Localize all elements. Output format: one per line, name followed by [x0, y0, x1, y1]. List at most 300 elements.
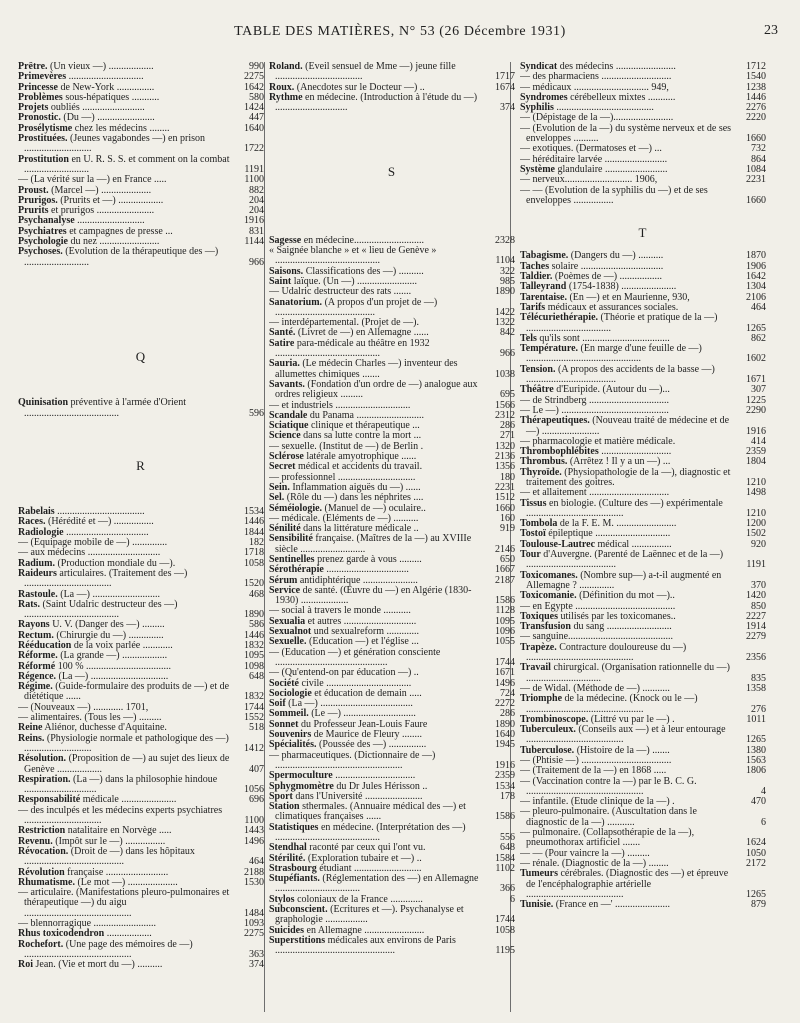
entry-text: (Impôt sur le —) ................	[52, 835, 166, 847]
entry-page-number: 1058	[244, 557, 264, 569]
entry-text: U. V. (Danger des —) .........	[49, 619, 165, 631]
entry-page-number: 286	[500, 708, 515, 720]
entry-page-number: 1502	[746, 528, 766, 540]
entry-page-number: 1100	[244, 174, 264, 186]
entry-page-number: 966	[500, 348, 515, 360]
entry-text: qu'ils sont ...................................	[536, 332, 670, 344]
entry-page-number: 990	[249, 62, 264, 72]
entry-keyword: Sexualnot	[269, 626, 312, 638]
entry-keyword: Tunisie.	[520, 899, 554, 911]
entry-keyword: Transfusion	[520, 621, 571, 633]
entry-page-number: 1914	[746, 621, 766, 633]
entry-page-number: 2359	[495, 770, 515, 782]
entry-page-number: 1380	[746, 744, 766, 756]
entry-text: ...........................	[74, 215, 145, 227]
entry-page-number: 1722	[244, 143, 264, 155]
entry-keyword: Strasbourg	[269, 862, 317, 874]
entry-text: d'Auvergne. (Parenté de Laënnec et de la —) ....................................	[526, 549, 724, 571]
entry-keyword: Tuberculose.	[520, 744, 575, 756]
entry-text: — nerveux........................... 1906,	[520, 174, 658, 186]
entry-text: (Exploration tubaire et —) ..	[305, 852, 422, 864]
section-gap	[18, 268, 264, 352]
entry-page-number: 2172	[746, 857, 766, 869]
entry-page-number: 178	[500, 790, 515, 802]
entry-text: .................................	[323, 564, 409, 576]
entry-keyword: Sauria.	[269, 358, 300, 370]
entry-keyword: Projets	[18, 102, 49, 114]
index-entry	[269, 751, 515, 772]
entry-keyword: Régime.	[18, 681, 53, 693]
index-entry	[18, 775, 264, 796]
entry-page-number: 1100	[244, 815, 264, 827]
entry-page-number: 1534	[244, 506, 264, 518]
entry-keyword: Système	[520, 163, 555, 175]
entry-page-number: 2359	[746, 446, 766, 458]
entry-keyword: Spermoculture	[269, 770, 333, 782]
index-entry	[520, 344, 766, 365]
entry-keyword: Sexualia	[269, 615, 306, 627]
index-entry	[269, 905, 515, 926]
entry-text: médicales aux environs de Paris ................................................	[275, 934, 456, 957]
entry-keyword: Scandale	[269, 409, 308, 421]
index-entry	[18, 806, 264, 827]
entry-text: de la F. E. M. ........................	[557, 518, 677, 530]
entry-keyword: Stérilité.	[269, 852, 306, 864]
entry-page-number: 1320	[495, 440, 515, 452]
entry-keyword: Tumeurs	[520, 868, 558, 880]
entry-keyword: Restriction	[18, 825, 66, 837]
entry-page-number: 307	[751, 384, 766, 396]
entry-page-number: 447	[249, 112, 264, 124]
entry-page-number: 1422	[495, 306, 515, 318]
entry-page-number: 2106	[746, 291, 766, 303]
entry-page-number: 920	[751, 538, 766, 550]
entry-text: (Production mondiale du —).	[54, 557, 176, 569]
entry-text: française .........................	[64, 866, 169, 878]
entry-keyword: Saisons.	[269, 265, 304, 277]
entry-page-number: 1225	[746, 394, 766, 406]
entry-keyword: Prostitution	[18, 153, 69, 165]
entry-text: Inflammation aiguës du —) ......	[289, 481, 421, 493]
entry-text: raconté par ceux qui l'ont vu.	[306, 842, 426, 854]
entry-text: (En —) et en Maurienne, 930,	[566, 291, 690, 303]
entry-page-number: 1356	[495, 461, 515, 473]
entry-page-number: 696	[249, 794, 264, 806]
entry-text: .......................................	[553, 102, 654, 114]
entry-keyword: Spécialités.	[269, 739, 317, 751]
entry-keyword: Statistiques	[269, 821, 319, 833]
entry-page-number: 1640	[495, 729, 515, 741]
entry-keyword: Syndromes	[520, 91, 568, 103]
entry-text: (Saint Udalric destructeur des —) ......................................	[24, 598, 178, 621]
entry-keyword: Rats.	[18, 598, 40, 610]
entry-page-number: 1667	[495, 564, 515, 576]
entry-page-number: 1093	[244, 918, 264, 929]
entry-keyword: Rabelais	[18, 506, 55, 518]
entry-keyword: Races.	[18, 516, 46, 528]
entry-text: glandulaire .........................	[555, 163, 668, 175]
entry-keyword: Prurits	[18, 205, 49, 217]
entry-text: ............................	[598, 446, 672, 458]
entry-keyword: Psychiatres	[18, 225, 67, 237]
entry-text: — — (Evolution de la syphilis du —) et de ses enveloppes ................	[520, 184, 708, 206]
entry-page-number: 850	[751, 600, 766, 612]
entry-page-number: 1144	[244, 236, 264, 248]
index-entry	[520, 499, 766, 520]
index-entry	[520, 124, 766, 145]
entry-text: (Chirurgie du —) ..............	[53, 629, 164, 641]
entry-keyword: Prêtre.	[18, 62, 48, 72]
entry-page-number: 1322	[495, 317, 515, 329]
entry-page-number: 2290	[746, 404, 766, 416]
entry-text: étudiant ...........................	[316, 862, 422, 874]
entry-keyword: Princesse	[18, 81, 58, 93]
entry-page-number: 1095	[495, 615, 515, 627]
entry-keyword: Stendhal	[269, 842, 307, 854]
index-entry	[520, 869, 766, 900]
entry-text: — (Equipage mobile de —) ..............	[18, 537, 168, 549]
entry-text: — Udalric destructeur des rats .......	[269, 286, 412, 298]
entry-text: (Poussée des —) ...............	[316, 739, 427, 751]
entry-keyword: Psychoses.	[18, 246, 63, 258]
entry-page-number: 2279	[746, 631, 766, 643]
entry-keyword: Sentinelles	[269, 553, 315, 565]
entry-page-number: 596	[249, 407, 264, 419]
entry-keyword: Tissus	[520, 497, 547, 509]
entry-text: — articulaire. (Manifestations pleuro-pulmonaires et thérapeutique —) du aigu ...........................................	[18, 887, 230, 919]
section-letter: S	[387, 164, 397, 180]
entry-text: (A propos d'un projet de —) ........................................	[275, 296, 438, 318]
entry-page-number: 414	[751, 435, 766, 447]
running-title: TABLE DES MATIÈRES, N° 53 (26 Décembre 1931)	[234, 24, 566, 39]
index-entry	[520, 663, 766, 684]
entry-page-number: 1890	[495, 286, 515, 298]
index-entry	[520, 571, 766, 592]
entry-keyword: Taldier.	[520, 271, 553, 283]
index-column-1	[18, 62, 264, 1017]
entry-page-number: 1642	[746, 271, 766, 283]
entry-page-number: 648	[500, 842, 515, 854]
entry-text: sthermales. (Annuaire médical des —) et climatiques françaises ......	[275, 801, 466, 823]
entry-text: — social à travers le monde ...........	[269, 605, 411, 617]
index-entry	[520, 550, 766, 571]
entry-page-number: 2276	[746, 102, 766, 114]
entry-page-number: 1642	[244, 81, 264, 93]
entry-keyword: Savants.	[269, 378, 305, 390]
index-entry	[520, 186, 766, 207]
index-entry	[269, 298, 515, 319]
entry-keyword: Toulouse-Lautrec	[520, 538, 596, 550]
entry-page-number: 1084	[746, 163, 766, 175]
entry-page-number: 363	[249, 948, 264, 960]
index-entry	[269, 380, 515, 401]
entry-page-number: 276	[751, 703, 766, 715]
entry-keyword: Respiration.	[18, 773, 71, 785]
entry-page-number: 1660	[495, 502, 515, 514]
entry-page-number: 1530	[244, 876, 264, 888]
entry-page-number: 1916	[746, 425, 766, 437]
entry-page-number: 650	[500, 553, 515, 565]
index-entry	[269, 534, 515, 555]
entry-keyword: Rhus toxicodendron	[18, 928, 105, 940]
entry-text: — (Education —) et génération consciente .............................................	[269, 646, 441, 668]
entry-text: para-médicale au théâtre en 1932 ..........................................	[275, 337, 430, 360]
entry-text: épileptique ..............................	[545, 528, 671, 540]
entry-keyword: Primevères	[18, 71, 67, 83]
section-gap	[18, 362, 264, 398]
entry-text: médical ................	[595, 538, 672, 550]
entry-page-number: 1358	[746, 682, 766, 694]
entry-text: de santé. (Œuvre du —) en Algérie (1830-1930) ...................	[275, 584, 472, 607]
entry-keyword: Triomphe	[520, 693, 563, 705]
entry-page-number: 1602	[746, 353, 766, 365]
entry-text: — (Nouveaux —) ............ 1701,	[18, 701, 149, 713]
entry-keyword: Sexuelle.	[269, 636, 307, 648]
entry-keyword: Sonnet	[269, 718, 299, 730]
entry-keyword: Science	[269, 430, 301, 442]
entry-keyword: Régence.	[18, 670, 57, 682]
entry-page-number: 1265	[746, 322, 766, 334]
entry-page-number: 1945	[495, 739, 515, 751]
entry-page-number: 1744	[495, 656, 515, 668]
index-entry	[269, 823, 515, 844]
entry-text: du sang ..........................	[570, 621, 672, 633]
entry-page-number: 2328	[495, 234, 515, 246]
entry-page-number: 204	[249, 205, 264, 217]
entry-text: en U. R. S. S. et comment on la combat ..........................	[24, 153, 230, 175]
entry-page-number: 322	[500, 265, 515, 277]
entry-text: du Panama ...........................	[307, 409, 424, 421]
entry-page-number: 1717	[495, 71, 515, 83]
entry-keyword: Révolution	[18, 866, 65, 878]
entry-keyword: Revenu.	[18, 835, 53, 847]
entry-keyword: Rythme	[269, 91, 303, 103]
entry-keyword: Théâtre	[520, 384, 554, 396]
entry-text: médicale ......................	[80, 794, 177, 806]
entry-keyword: Soif	[269, 698, 286, 710]
entry-text: — pulmonaire. (Collapsothérapie de la —), pneumothorax artificiel .......	[520, 827, 695, 849]
entry-text: (Prurits et —) ..................	[57, 194, 164, 206]
entry-text: — rénale. (Diagnostic de la —) ........	[520, 857, 669, 869]
entry-page-number: 985	[500, 275, 515, 287]
entry-keyword: Saint	[269, 275, 292, 287]
entry-text: (Nombre sup—) a-t-il augmenté en Allemagne ? ..............	[526, 569, 722, 591]
entry-text: — aux médecins .............................	[18, 547, 161, 559]
page-number: 23	[764, 23, 778, 38]
entry-text: (A propos des accidents de la basse —) ....................................	[526, 363, 715, 386]
entry-text: préventive à l'armée d'Orient ......................................	[24, 397, 187, 419]
index-entry	[269, 586, 515, 607]
entry-text: — interdépartemental. (Projet de —).	[269, 317, 419, 329]
entry-text: (Théorie et pratique de la —) ..................................	[526, 312, 718, 334]
index-entry	[18, 155, 264, 176]
entry-text: ..................	[104, 928, 152, 940]
entry-text: (Arrêtez ! Il y a un —) ...	[567, 456, 671, 468]
entry-keyword: Thérapeutiques.	[520, 415, 590, 427]
entry-text: en médecine. (Introduction à l'étude du —) .............................	[275, 91, 478, 114]
entry-text: (Droit de —) dans les hôpitaux ........................................	[24, 845, 195, 868]
section-letter: R	[136, 457, 146, 473]
entry-keyword: Sociologie	[269, 687, 312, 699]
entry-page-number: 1584	[495, 852, 515, 864]
entry-page-number: 1098	[244, 660, 264, 672]
entry-page-number: 1191	[244, 163, 264, 175]
entry-keyword: Station	[269, 801, 300, 813]
entry-keyword: Thrombophlébites	[520, 446, 599, 458]
entry-page-number: 374	[500, 102, 515, 114]
entry-keyword: Tarifs	[520, 301, 546, 313]
entry-text: — (Vaccination contre la —) par le B. C. G. ...............................................	[520, 775, 697, 797]
entry-text: — sanguine..........................................	[520, 631, 674, 643]
entry-text: du Dr Jules Hérisson ..	[333, 780, 428, 792]
entry-page-number: 835	[751, 672, 766, 684]
entry-page-number: 1563	[746, 755, 766, 766]
entry-keyword: Thyroïde.	[520, 466, 562, 478]
index-entry	[520, 468, 766, 489]
entry-keyword: Séméiologie.	[269, 502, 323, 514]
entry-page-number: 180	[500, 471, 515, 483]
section-letter: T	[638, 225, 648, 241]
entry-keyword: Taches	[520, 260, 550, 272]
entry-text: — médicale. (Eléments de —) ..........	[269, 512, 419, 524]
entry-text: utilisés par les toxicomanes..	[557, 610, 676, 622]
entry-keyword: Roi	[18, 959, 33, 971]
entry-page-number: 204	[249, 194, 264, 206]
entry-page-number: 1424	[244, 102, 264, 114]
entry-text: natalitaire en Norvège .....	[65, 825, 172, 837]
entry-page-number: 1916	[495, 759, 515, 771]
entry-keyword: Société	[269, 677, 299, 689]
index-column-2	[269, 62, 515, 1017]
entry-text: (Physiopathologie de la —), diagnostic et traitement des goitres.	[526, 466, 731, 488]
entry-text: de la voix parlée ............	[71, 639, 173, 651]
index-entry	[18, 847, 264, 868]
entry-text: en Allemagne ........................	[304, 924, 425, 936]
entry-keyword: Prurigos.	[18, 194, 58, 206]
entry-text: — en Egypte ........................................	[520, 600, 676, 612]
entry-page-number: 1058	[495, 924, 515, 936]
entry-text: — alimentaires. (Tous les —) .........	[18, 712, 162, 724]
entry-keyword: Rééducation	[18, 639, 72, 651]
entry-page-number: 1844	[244, 526, 264, 538]
entry-page-number: 1095	[244, 650, 264, 662]
entry-text: Jean. (Vie et mort du —) ..........	[33, 959, 163, 971]
entry-text: (Fondation d'un ordre de —) analogue aux ordres religieux .........	[275, 378, 478, 401]
entry-keyword: Réforme.	[18, 650, 58, 662]
entry-page-number: 879	[751, 899, 766, 911]
entry-keyword: Sérothérapie	[269, 564, 324, 576]
entry-keyword: Stupéfiants.	[269, 873, 320, 885]
entry-page-number: 1038	[495, 368, 515, 380]
entry-text: — infantile. (Etude clinique de la —) .	[520, 796, 675, 808]
entry-text: — — (Pour vaincre la —) .........	[520, 847, 650, 859]
entry-text: und sexualreform .............	[311, 626, 419, 638]
index-entry	[18, 134, 264, 155]
entry-page-number: 374	[249, 959, 264, 971]
entry-page-number: 1496	[244, 835, 264, 847]
entry-page-number: 1712	[746, 62, 766, 72]
entry-text: — pharmaceutiques. (Dictionnaire de —) ...................................................	[269, 749, 436, 771]
entry-keyword: Tombola	[520, 518, 558, 530]
entry-text: — pleuro-pulmonaire. (Auscultation dans le diagnostic de la —) ...........	[520, 806, 697, 828]
entry-text: des médecins ........................	[557, 62, 676, 72]
entry-text: française. (Maîtres de la —) au XVIIIe siècle ..........................	[275, 533, 472, 555]
entry-text: Aliénor, duchesse d'Aquitaine.	[42, 722, 167, 734]
entry-keyword: Talleyrand	[520, 281, 567, 293]
entry-page-number: 1102	[495, 862, 515, 874]
entry-keyword: Secret	[269, 461, 296, 473]
entry-text: et éducation de demain .....	[311, 687, 422, 699]
entry-keyword: Radiologie	[18, 526, 64, 538]
entry-keyword: Rastoule.	[18, 588, 58, 600]
entry-page-number: 1210	[746, 476, 766, 488]
entry-keyword: Syndicat	[520, 62, 558, 72]
entry-keyword: Tuberculeux.	[520, 724, 576, 736]
entry-text: de la médecine. (Knock ou le —) ...............................................	[526, 693, 698, 715]
index-entry	[18, 734, 264, 755]
index-entry	[520, 725, 766, 746]
entry-text: Contracture douloureuse du —) ...........................................	[526, 641, 687, 664]
entry-page-number: 1055	[495, 636, 515, 648]
entry-keyword: Rochefort.	[18, 938, 64, 950]
entry-page-number: 1443	[244, 825, 264, 837]
entry-text: du Professeur Jean-Louis Faure	[298, 718, 428, 730]
entry-text: dans l'Université .......................	[292, 790, 423, 802]
entry-page-number: 2231	[746, 174, 766, 186]
entry-page-number: 1446	[746, 91, 766, 103]
index-entry	[18, 247, 264, 268]
section-gap	[269, 178, 515, 236]
entry-page-number: 1238	[746, 81, 766, 93]
entry-keyword: Proust.	[18, 184, 49, 196]
entry-page-number: 1552	[244, 712, 264, 724]
index-column-3	[520, 62, 766, 1017]
entry-text: (Education —) et l'église ...	[306, 636, 419, 648]
entry-page-number: 556	[500, 832, 515, 843]
entry-page-number: 695	[500, 389, 515, 401]
entry-keyword: Tabagisme.	[520, 250, 569, 262]
entry-keyword: Responsabilité	[18, 794, 81, 806]
entry-page-number: 1011	[746, 713, 766, 725]
entry-text: (France en —' ......................	[553, 899, 671, 911]
entry-keyword: Stylos	[269, 893, 295, 905]
entry-text: (En marge d'une feuille de —) ..............................................	[526, 343, 702, 365]
index-entry	[520, 313, 766, 334]
entry-text: cérébrales. (Diagnostic des —) et épreuve de l'encéphalographie artérielle .......................................	[526, 868, 729, 900]
entry-keyword: Sphygmomètre	[269, 780, 334, 792]
entry-keyword: Rectum.	[18, 629, 54, 641]
entry-keyword: Sommeil.	[269, 708, 309, 720]
entry-text: (Un vieux —) ..................	[47, 62, 154, 72]
entry-keyword: Roux.	[269, 81, 295, 93]
entry-text: (Manuel de —) oculaire..	[322, 502, 426, 514]
entry-text: ...................................	[54, 506, 145, 518]
entry-text: sous-hépatiques ...........	[62, 91, 160, 103]
entry-keyword: Tarentaise.	[520, 291, 567, 303]
entry-text: antidiphtérique ......................	[297, 574, 418, 586]
entry-page-number: 966	[249, 256, 264, 268]
entry-text: — (Dépistage de la —)........................	[520, 112, 674, 124]
entry-text: ................................	[332, 770, 416, 782]
entry-text: (Hérédité et —) ................	[45, 516, 154, 528]
entry-page-number: 470	[751, 796, 766, 808]
entry-page-number: 1671	[746, 374, 766, 386]
entry-keyword: Tension.	[520, 363, 556, 375]
entry-keyword: Sagesse	[269, 234, 302, 246]
entry-page-number: 286	[500, 420, 515, 432]
entry-keyword: Quinisation	[18, 397, 69, 409]
index-entry	[520, 807, 766, 828]
